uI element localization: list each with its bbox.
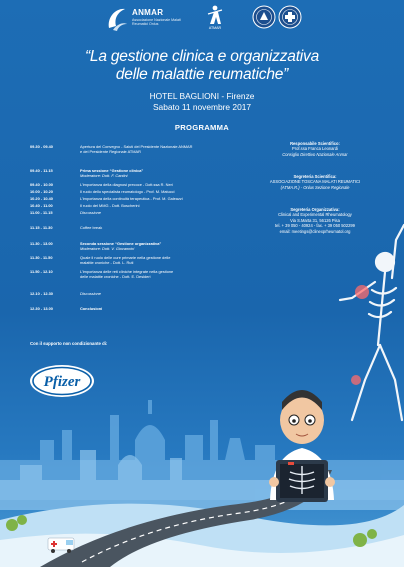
session-moderator: Moderatore: Dott. F. Cantini [80, 172, 128, 178]
resp-role: Consiglio Direttivo Nazionale Anmar [282, 151, 348, 157]
org-line: Via S.Marta 31, 56126 Pisa [290, 217, 340, 223]
program-desc: delle malattie croniche - Dott. E. Desideri [80, 273, 151, 279]
org-line: tel. + 39 050 - 40924 - fax. + 39 050 502299 [275, 223, 355, 229]
program-heading: PROGRAMMA [174, 123, 230, 132]
org-email[interactable]: email: meetings@clinexprheumatol.org [279, 228, 351, 234]
event-date: Sabato 11 novembre 2017 [152, 102, 252, 112]
session-moderator: Moderatore: Dott. V. Giovannini [80, 245, 135, 251]
program-desc: Apertura del Convegno - Saluti del Presidente Nazionale ANMAR [80, 144, 193, 149]
program-time: 10.20 - 10.40 [30, 196, 53, 201]
program-desc: Discussione [80, 210, 101, 215]
org-line: Clinical and Experimental Rheumatology [278, 212, 352, 218]
shoulder-pain-glow [355, 285, 369, 299]
event-title-line1: “La gestione clinica e organizzativa [84, 48, 320, 65]
program-time: 09.40 - 11.15 [30, 168, 53, 173]
program-desc: L’importanza delle reti cliniche integrate nella gestione [80, 269, 174, 274]
event-title-line2: delle malattie reumatiche” [115, 66, 289, 83]
program-desc: L’importanza della diagnosi precoce - Dott.ssa R. Neri [80, 182, 173, 187]
program-time: 11.00 - 11.15 [30, 210, 53, 215]
seg-title: Segreteria Scientifica: [293, 174, 337, 179]
program-desc: Il ruolo del MMG - Dott. Boscherini [80, 203, 140, 208]
resp-title: Responsabile Scientifico: [290, 141, 340, 146]
knee-pain-glow [351, 375, 361, 385]
pfizer-wordmark: Pfizer [43, 374, 81, 390]
seg-sub: (ATMA.R.) - Onlus Sezione Regionale [280, 184, 350, 190]
session-title: Seconda sessione “Gestione organizzativa” [80, 241, 162, 246]
atmar-label: ATMAR [208, 26, 222, 30]
program-time: 10.00 - 10.20 [30, 189, 53, 194]
program-desc: Conclusioni [80, 306, 103, 311]
program-desc: L’importanza della continuità terapeutica - Prof. M. Galeazzi [80, 196, 183, 201]
program-time: 11.15 - 11.30 [30, 225, 53, 230]
session-title: Prima sessione “Gestione clinica” [80, 168, 144, 173]
program-time: 11.50 - 12.10 [30, 269, 53, 274]
venue-name: HOTEL BAGLIONI - Firenze [149, 91, 255, 101]
resp-name: Prof.ssa Franca Leonardi [292, 146, 338, 152]
org-title: Segreteria Organizzativa: [290, 207, 340, 212]
skeleton-figure [340, 225, 404, 420]
program-desc: Quale il ruolo delle cure primarie nella gestione delle [80, 255, 171, 260]
seg-org: ASSOCIAZIONE TOSCANA MALATI REUMATICI [269, 179, 361, 185]
program-time: 09.40 - 10.00 [30, 182, 53, 187]
program-time: 12.30 - 13.00 [30, 306, 53, 311]
program-time: 09.30 - 09.40 [30, 144, 53, 149]
program-desc: Discussione [80, 291, 101, 296]
support-text: Con il supporto non condizionante di: [30, 341, 108, 346]
program-desc: Coffee break [80, 225, 103, 230]
program-desc: e del Presidente Regionale ATMAR [80, 148, 141, 154]
program-time: 10.40 - 11.00 [30, 203, 53, 208]
program-desc: Il ruolo dello specialista reumatologo - Prof. M. Matucci [80, 189, 175, 194]
program-desc: malattie croniche - Dott. L. Ruti [80, 259, 134, 265]
anmar-name: ANMAR [132, 8, 164, 17]
anmar-subtitle: Associazione Nazionale Malati Reumatici Onlus [132, 18, 181, 27]
program-time: 11.30 - 13.00 [30, 241, 53, 246]
program-time: 12.10 - 12.30 [30, 291, 53, 296]
doctor-figure [269, 390, 335, 502]
program-time: 11.30 - 11.50 [30, 255, 53, 260]
